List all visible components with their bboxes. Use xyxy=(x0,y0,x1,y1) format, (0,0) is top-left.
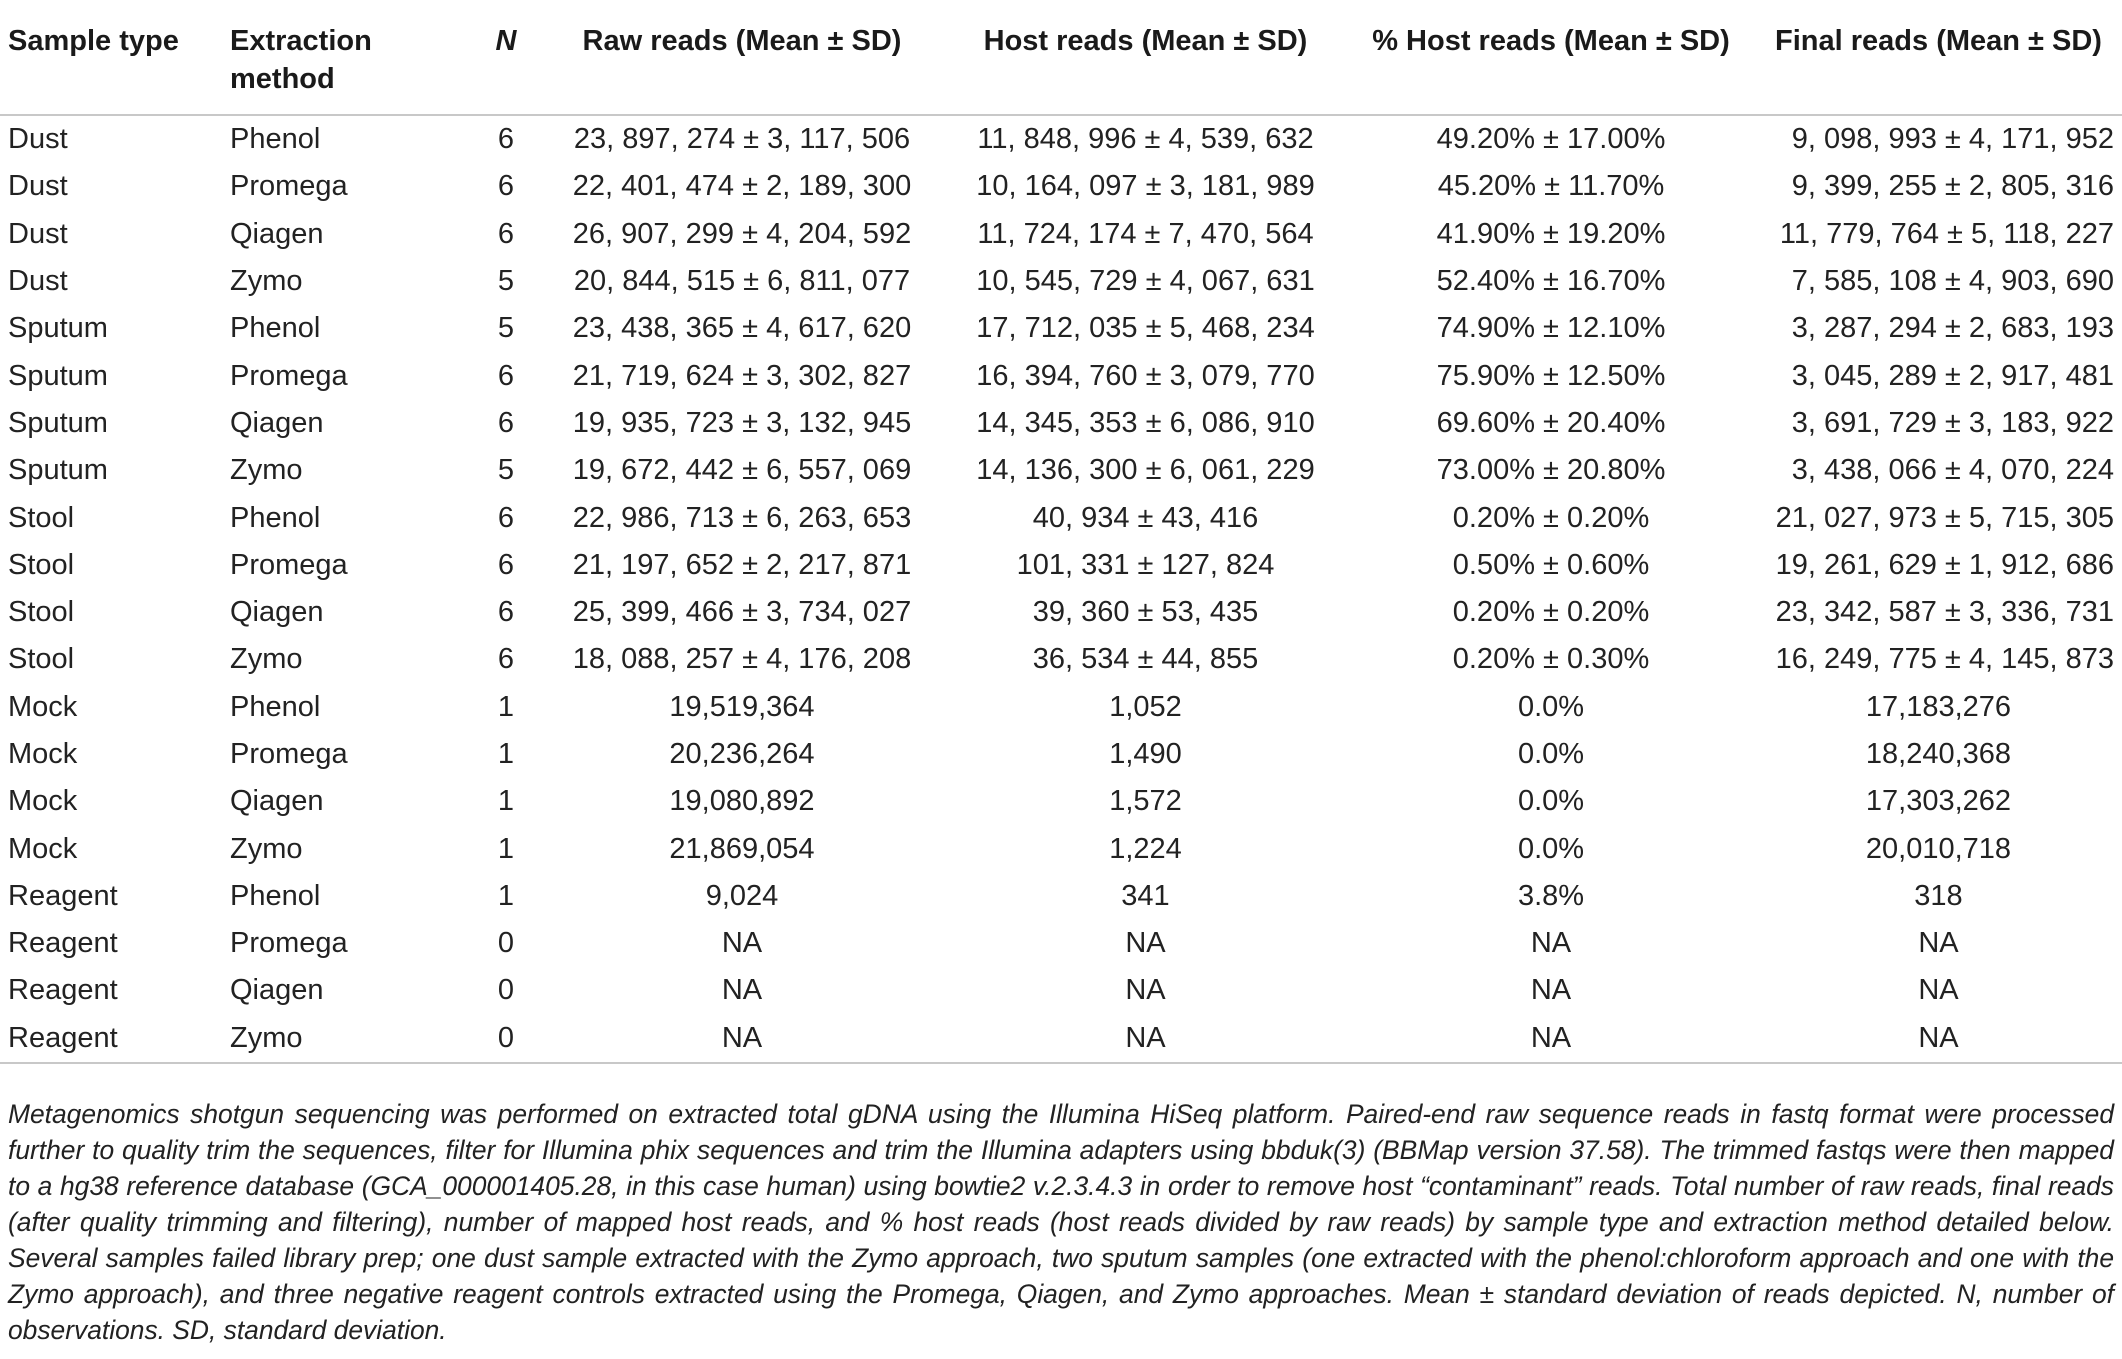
raw-reads-cell: 19, 935, 723 ± 3, 132, 945 xyxy=(572,406,912,439)
n-cell: 0 xyxy=(497,974,515,1007)
table-row xyxy=(0,258,2122,305)
final-reads-cell: 3, 287, 294 ± 2, 683, 193 xyxy=(1791,312,2114,345)
host-reads-cell: 36, 534 ± 44, 855 xyxy=(1032,643,1259,676)
table-row xyxy=(0,967,2122,1014)
final-reads-cell: 21, 027, 973 ± 5, 715, 305 xyxy=(1775,501,2114,534)
n-cell: 0 xyxy=(497,927,515,960)
raw-reads-cell: NA xyxy=(721,927,763,960)
pct-host-reads-cell: 0.50% ± 0.60% xyxy=(1452,548,1650,581)
raw-reads-cell: 19,519,364 xyxy=(669,690,815,723)
host-reads-cell: NA xyxy=(1125,927,1166,960)
table-row xyxy=(0,400,2122,447)
n-cell: 1 xyxy=(497,879,515,912)
final-reads-cell: 3, 045, 289 ± 2, 917, 481 xyxy=(1791,359,2114,392)
extraction-method-cell: Phenol xyxy=(230,501,321,534)
extraction-method-cell: Promega xyxy=(230,548,348,581)
raw-reads-cell: 21,869,054 xyxy=(669,832,815,865)
extraction-method-cell: Zymo xyxy=(230,1021,303,1054)
header-sample-type: Sample type xyxy=(8,25,179,57)
pct-host-reads-cell: 41.90% ± 19.20% xyxy=(1436,217,1666,250)
n-cell: 5 xyxy=(497,312,515,345)
sample-type-cell: Mock xyxy=(8,690,78,723)
final-reads-cell: 18,240,368 xyxy=(1865,738,2012,770)
host-reads-cell: 39, 360 ± 53, 435 xyxy=(1032,596,1259,629)
sample-type-cell: Reagent xyxy=(8,927,118,960)
final-reads-cell: 16, 249, 775 ± 4, 145, 873 xyxy=(1775,643,2114,676)
sample-type-cell: Sputum xyxy=(8,359,108,392)
raw-reads-cell: 21, 197, 652 ± 2, 217, 871 xyxy=(572,548,912,581)
table-row xyxy=(0,542,2122,589)
header-raw-reads: Raw reads (Mean ± SD) xyxy=(582,25,902,57)
raw-reads-cell: 26, 907, 299 ± 4, 204, 592 xyxy=(572,217,912,250)
pct-host-reads-cell: 52.40% ± 16.70% xyxy=(1436,265,1666,298)
n-cell: 5 xyxy=(497,454,515,487)
header-n: N xyxy=(495,25,517,57)
extraction-method-cell: Zymo xyxy=(230,832,303,865)
raw-reads-cell: 21, 719, 624 ± 3, 302, 827 xyxy=(572,359,912,392)
final-reads-cell: 17,303,262 xyxy=(1865,785,2012,818)
host-reads-cell: 1,490 xyxy=(1109,738,1182,770)
header-extraction-method: Extraction method xyxy=(230,25,372,95)
extraction-method-cell: Zymo xyxy=(230,454,303,487)
pct-host-reads-cell: 0.20% ± 0.20% xyxy=(1452,501,1650,534)
final-reads-cell: NA xyxy=(1918,1021,1959,1054)
pct-host-reads-cell: 45.20% ± 11.70% xyxy=(1437,170,1665,203)
raw-reads-cell: 22, 986, 713 ± 6, 263, 653 xyxy=(572,501,912,534)
final-reads-cell: 3, 691, 729 ± 3, 183, 922 xyxy=(1791,406,2114,439)
pct-host-reads-cell: 74.90% ± 12.10% xyxy=(1436,312,1666,345)
extraction-method-cell: Promega xyxy=(230,170,348,203)
raw-reads-cell: 22, 401, 474 ± 2, 189, 300 xyxy=(572,170,912,203)
n-cell: 1 xyxy=(497,832,515,865)
n-cell: 6 xyxy=(497,170,515,203)
pct-host-reads-cell: 3.8% xyxy=(1517,879,1585,912)
host-reads-cell: 10, 545, 729 ± 4, 067, 631 xyxy=(976,265,1315,298)
table-row xyxy=(0,163,2122,210)
final-reads-cell: 9, 399, 255 ± 2, 805, 316 xyxy=(1791,170,2114,203)
n-cell: 6 xyxy=(497,359,515,392)
table-row xyxy=(0,305,2122,352)
pct-host-reads-cell: NA xyxy=(1530,974,1572,1007)
final-reads-cell: 318 xyxy=(1914,879,1963,912)
sample-type-cell: Reagent xyxy=(8,1021,118,1054)
table-row xyxy=(0,731,2122,778)
raw-reads-cell: 20,236,264 xyxy=(669,738,815,770)
sample-type-cell: Dust xyxy=(8,123,68,156)
table-row xyxy=(0,447,2122,494)
sample-type-cell: Dust xyxy=(8,170,68,203)
header-final-reads: Final reads (Mean ± SD) xyxy=(1775,25,2102,57)
host-reads-cell: 14, 345, 353 ± 6, 086, 910 xyxy=(976,406,1315,439)
pct-host-reads-cell: 73.00% ± 20.80% xyxy=(1436,454,1666,487)
n-cell: 0 xyxy=(497,1021,515,1054)
host-reads-cell: 16, 394, 760 ± 3, 079, 770 xyxy=(976,359,1315,392)
table-header xyxy=(0,8,2122,115)
table-row xyxy=(0,636,2122,683)
n-cell: 5 xyxy=(497,265,515,298)
extraction-method-cell: Phenol xyxy=(230,123,321,156)
pct-host-reads-cell: 69.60% ± 20.40% xyxy=(1436,406,1666,439)
raw-reads-cell: 23, 438, 365 ± 4, 617, 620 xyxy=(572,312,912,345)
pct-host-reads-cell: NA xyxy=(1530,1021,1572,1054)
sample-type-cell: Sputum xyxy=(8,406,108,439)
header-host-reads: Host reads (Mean ± SD) xyxy=(983,25,1308,57)
sample-type-cell: Stool xyxy=(8,643,75,676)
n-cell: 6 xyxy=(497,596,515,629)
pct-host-reads-cell: 75.90% ± 12.50% xyxy=(1436,359,1666,392)
extraction-method-cell: Zymo xyxy=(230,643,303,676)
host-reads-cell: NA xyxy=(1125,1021,1166,1054)
sample-type-cell: Mock xyxy=(8,785,78,818)
n-cell: 6 xyxy=(497,501,515,534)
host-reads-cell: 17, 712, 035 ± 5, 468, 234 xyxy=(976,312,1315,345)
n-cell: 6 xyxy=(497,406,515,439)
extraction-method-cell: Phenol xyxy=(230,690,321,723)
table-row xyxy=(0,684,2122,731)
n-cell: 1 xyxy=(497,738,515,770)
host-reads-cell: 1,052 xyxy=(1109,690,1182,723)
table-row xyxy=(0,825,2122,872)
sample-type-cell: Reagent xyxy=(8,879,118,912)
table-row xyxy=(0,1015,2122,1063)
table-row xyxy=(0,494,2122,541)
sample-type-cell: Mock xyxy=(8,738,78,770)
final-reads-cell: 3, 438, 066 ± 4, 070, 224 xyxy=(1791,454,2114,487)
sample-type-cell: Reagent xyxy=(8,974,118,1007)
raw-reads-cell: 23, 897, 274 ± 3, 117, 506 xyxy=(573,123,911,156)
sample-type-cell: Stool xyxy=(8,501,75,534)
final-reads-cell: NA xyxy=(1918,974,1959,1007)
extraction-method-cell: Qiagen xyxy=(230,785,324,818)
raw-reads-cell: 18, 088, 257 ± 4, 176, 208 xyxy=(572,643,912,676)
sample-type-cell: Dust xyxy=(8,217,68,250)
extraction-method-cell: Qiagen xyxy=(230,596,324,629)
sample-type-cell: Sputum xyxy=(8,454,108,487)
table-row xyxy=(0,115,2122,163)
raw-reads-cell: 9,024 xyxy=(705,879,779,912)
n-cell: 1 xyxy=(497,785,515,818)
host-reads-cell: 1,572 xyxy=(1109,785,1182,818)
pct-host-reads-cell: 0.20% ± 0.30% xyxy=(1452,643,1650,676)
final-reads-cell: 19, 261, 629 ± 1, 912, 686 xyxy=(1775,548,2114,581)
table-row xyxy=(0,873,2122,920)
extraction-method-cell: Promega xyxy=(230,359,348,392)
final-reads-cell: NA xyxy=(1918,927,1959,960)
table-row xyxy=(0,352,2122,399)
table-row xyxy=(0,589,2122,636)
table-row xyxy=(0,920,2122,967)
table-row xyxy=(0,778,2122,825)
host-reads-cell: 10, 164, 097 ± 3, 181, 989 xyxy=(976,170,1315,203)
n-cell: 6 xyxy=(497,123,515,156)
final-reads-cell: 20,010,718 xyxy=(1865,832,2012,865)
extraction-method-cell: Qiagen xyxy=(230,217,324,250)
reads-table xyxy=(0,8,2122,1064)
table-footnote: Metagenomics shotgun sequencing was performed on extracted total gDNA using the Illumina HiSeq platform. Paired-end raw sequence reads in fastq format were processed further to quality trim the sequences, filter for Illumina phix sequences and trim the Illumina adapters using bbduk(3) (BBMap version 37.58). The trimmed fastqs were then mapped to a hg38 reference database (GCA_000001405.28, in this case human) using bowtie2 v.2.3.4.3 in order to remove host “contaminant” reads. Total number of raw reads, final reads (after quality trimming and filtering), number of mapped host reads, and % host reads (host reads divided by raw reads) by sample type and extraction method detailed below. Several samples failed library prep; one dust sample extracted with the Zymo approach, two sputum samples (one extracted with the phenol:chloroform approach and one with the Zymo approach), and three negative reagent controls extracted using the Promega, Qiagen, and Zymo approaches. Mean ± standard deviation of reads depicted. N, number of observations. SD, standard deviation. xyxy=(8,1099,2114,1345)
host-reads-cell: 101, 331 ± 127, 824 xyxy=(1016,548,1275,581)
host-reads-cell: 1,224 xyxy=(1109,832,1182,865)
table-body xyxy=(0,115,2122,1063)
pct-host-reads-cell: 0.20% ± 0.20% xyxy=(1452,596,1650,629)
host-reads-cell: 14, 136, 300 ± 6, 061, 229 xyxy=(976,454,1315,487)
final-reads-cell: 7, 585, 108 ± 4, 903, 690 xyxy=(1791,265,2114,298)
pct-host-reads-cell: 0.0% xyxy=(1517,785,1585,818)
final-reads-cell: 17,183,276 xyxy=(1865,690,2012,723)
header-row xyxy=(0,8,2122,115)
extraction-method-cell: Qiagen xyxy=(230,974,324,1007)
raw-reads-cell: 19,080,892 xyxy=(669,785,815,818)
n-cell: 6 xyxy=(497,548,515,581)
raw-reads-cell: 19, 672, 442 ± 6, 557, 069 xyxy=(572,454,912,487)
raw-reads-cell: 20, 844, 515 ± 6, 811, 077 xyxy=(573,265,911,298)
host-reads-cell: NA xyxy=(1125,974,1166,1007)
host-reads-cell: 40, 934 ± 43, 416 xyxy=(1032,501,1259,534)
pct-host-reads-cell: 0.0% xyxy=(1517,832,1585,865)
host-reads-cell: 11, 724, 174 ± 7, 470, 564 xyxy=(977,217,1314,250)
pct-host-reads-cell: 0.0% xyxy=(1517,690,1585,723)
n-cell: 6 xyxy=(497,643,515,676)
raw-reads-cell: 25, 399, 466 ± 3, 734, 027 xyxy=(572,596,912,629)
header-pct-host-reads: % Host reads (Mean ± SD) xyxy=(1372,25,1730,57)
extraction-method-cell: Zymo xyxy=(230,265,303,298)
pct-host-reads-cell: 0.0% xyxy=(1517,738,1585,770)
sample-type-cell: Stool xyxy=(8,596,75,629)
extraction-method-cell: Phenol xyxy=(230,312,321,345)
sample-type-cell: Dust xyxy=(8,265,68,298)
table-row xyxy=(0,211,2122,258)
raw-reads-cell: NA xyxy=(721,1021,763,1054)
extraction-method-cell: Qiagen xyxy=(230,406,324,439)
sample-type-cell: Sputum xyxy=(8,312,108,345)
pct-host-reads-cell: NA xyxy=(1530,927,1572,960)
host-reads-cell: 341 xyxy=(1121,879,1170,912)
pct-host-reads-cell: 49.20% ± 17.00% xyxy=(1436,123,1666,156)
host-reads-cell: 11, 848, 996 ± 4, 539, 632 xyxy=(977,123,1314,156)
n-cell: 6 xyxy=(497,217,515,250)
final-reads-cell: 9, 098, 993 ± 4, 171, 952 xyxy=(1791,123,2114,156)
sample-type-cell: Stool xyxy=(8,548,75,581)
extraction-method-cell: Promega xyxy=(230,738,348,770)
extraction-method-cell: Promega xyxy=(230,927,348,960)
final-reads-cell: 11, 779, 764 ± 5, 118, 227 xyxy=(1779,217,2114,250)
final-reads-cell: 23, 342, 587 ± 3, 336, 731 xyxy=(1775,596,2114,629)
raw-reads-cell: NA xyxy=(721,974,763,1007)
sample-type-cell: Mock xyxy=(8,832,78,865)
n-cell: 1 xyxy=(497,690,515,723)
extraction-method-cell: Phenol xyxy=(230,879,321,912)
